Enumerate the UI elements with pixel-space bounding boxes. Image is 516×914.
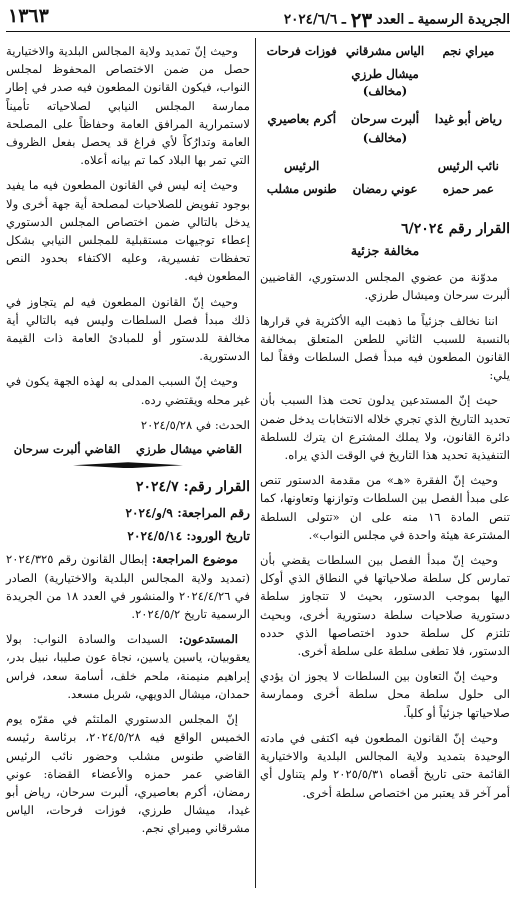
- arrival-label: تاريخ الورود:: [186, 529, 250, 544]
- issue-date: ٢٠٢٤/٦/٦: [283, 11, 338, 28]
- dissent-note-row: [260, 130, 510, 147]
- role-names-row: [260, 180, 510, 198]
- signer-name: القاضي ألبرت سرحان: [13, 442, 121, 457]
- dissent-note: (مخالف): [362, 131, 408, 146]
- paragraph: وحيث إنّ مبدأ الفصل بين السلطات يقضي بأن تمارس كل سلطة صلاحياتها في النطاق الذي أوكل اليها بموجب الدستور، بحيث لا تتجاوز سلطة دستورية صلاحيات سلطة دستورية أخرى، وبحيث تلتزم كل سلطة حدود اختصاصها الذي حدده الدستور، فلا تطغى سلطة على سلطة أخرى.: [260, 553, 510, 659]
- paragraph: وحيث إنه ليس في القانون المطعون فيه ما يفيد بوجود تفويض للصلاحيات لمصلحة أية جهة أخرى ولا يدخل بالتالي ضمن اختصاص المجلس الدستوري إعطاء توجيهات مستقبلية للمجلس النيابي بشكل تحفظات تفسيرية، وعليه الاكتفاء بحدود النص المطعون فيه.: [6, 178, 250, 284]
- left-column: [6, 42, 250, 845]
- signer-name: ميراي نجم: [442, 44, 495, 58]
- issue-number: ٢٣: [350, 8, 373, 32]
- paragraph: وحيث إنّ القانون المطعون فيه لم يتجاوز في ذلك مبدأ فصل السلطات وليس فيه بالتالي أية مخالفة للدستور أو للمبادئ العامة ذات القيمة الدستورية.: [6, 294, 250, 364]
- header-rule: [6, 31, 510, 32]
- subject-text: إبطال القانون رقم ٢٠٢٤/٣٢٥ (تمديد ولاية المجالس البلدية والاختيارية) الصادر في ٢٠٢٤/٤/٢٦ والمنشور في العدد ١٨ من الجريدة الرسمية تاريخ ٢٠٢٤/٥/٢.: [6, 552, 250, 622]
- applicants-text: السيدات والسادة النواب: بولا يعقوبيان، ياسين ياسين، نجاة عون صليبا، نبيل بدر، إبراهيم منيمنة، ملحم خلف، أسامة سعد، فراس حمدان، ميشال الدويهي، شربل مسعد.: [6, 632, 250, 701]
- applicants-paragraph: [6, 630, 250, 703]
- paragraph: وحيث إنّ التعاون بين السلطات لا يجوز ان يؤدي الى حلول سلطة محل سلطة أخرى وممارسة صلاحياتها جزئياً أو كلياً.: [260, 669, 510, 720]
- page-number: ١٣٦٣: [8, 5, 49, 27]
- paragraph: حيث إنّ المستدعين يدلون تحت هذا السبب بأن تحديد التاريخ الذي تجري خلاله الانتخابات يدخل ضمن دائرة القانون، ولا يملك المشترع ان يترك للسلطة التنفيذية تحديد هذا التاريخ في الوقت الذي يراه.: [260, 393, 510, 463]
- header-dash: ـ: [341, 11, 346, 28]
- decision2-title: القرار رقم: ٢٠٢٤/٧: [135, 479, 250, 496]
- signature-single: [260, 66, 510, 100]
- signature-row-2: [260, 110, 510, 128]
- reference-value: ٩/و/٢٠٢٤: [125, 506, 173, 521]
- dissent-note: (مخالف): [362, 84, 408, 99]
- signer-name: فوزات فرحات: [266, 44, 337, 58]
- arrival-line: [6, 527, 250, 546]
- signer-name: رياض أبو غيدا: [434, 112, 502, 127]
- signer-name: القاضي ميشال طرزي: [135, 442, 243, 457]
- paragraph: وحيث إنّ تمديد ولاية المجالس البلدية والاختيارية حصل من ضمن الاختصاص المحفوظ لمجلس النواب، فيكون القانون المطعون فيه صدر في إطار ممارسة المجلس النيابي لصلاحياته تأميناً لاستمرارية المرافق العامة وحفاظاً على المصلحة العامة وتدارُكاً لأي فراغ قد يحصل بفعل الظروف التي تمر بها البلاد كما تم بيانه أعلاه.: [6, 44, 250, 168]
- column-divider: [255, 38, 256, 888]
- signer-name: طنوس مشلب: [266, 181, 337, 196]
- signer-name: عوني رمضان: [352, 181, 418, 196]
- role-label: الرئيس: [284, 159, 320, 174]
- arrival-value: ٢٠٢٤/٥/١٤: [127, 529, 183, 544]
- decision-subtitle: مخالفة جزئية: [350, 243, 420, 259]
- signer-name: ميشال طرزي: [351, 67, 419, 82]
- reference-label: رقم المراجعة:: [177, 506, 250, 521]
- signer-name: عمر حمزه: [442, 181, 494, 196]
- section-separator: [73, 462, 183, 468]
- page-header: [6, 4, 510, 30]
- issue-info: [284, 8, 510, 32]
- signer-name: الياس مشرقاني: [345, 44, 425, 58]
- paragraph: وحيث إنّ الفقرة «هـ» من مقدمة الدستور تنص على مبدأ الفصل بين السلطات وتوازنها وتعاونها، كما تنص المادة ١٦ منه على ان «تتولى السلطة المشترعة هيئة واحدة في مجلس النواب».: [260, 473, 511, 542]
- right-column: [260, 42, 510, 809]
- paragraph: وحيث إنّ القانون المطعون فيه اكتفى في مادته الوحيدة بتمديد ولاية المجالس البلدية والاختيارية القائمة حتى تاريخ أقصاه ٢٠٢٥/٥/٣١ ولم يتناول أي أمر آخر قد يعتبر من اختصاص سلطة أخرى.: [260, 730, 510, 800]
- subject-paragraph: [6, 550, 250, 623]
- decision-title: القرار رقم ٦/٢٠٢٤: [401, 220, 510, 237]
- signer-name: ألبرت سرحان: [350, 112, 420, 127]
- paragraph: وحيث إنّ السبب المدلى به لهذه الجهة يكون في غير محله ويقتضي رده.: [6, 374, 250, 407]
- applicants-label: المستدعون:: [178, 632, 239, 647]
- paragraph: إنّ المجلس الدستوري الملتئم في مقرّه يوم الخميس الواقع فيه ٢٠٢٤/٥/٢٨، برئاسة رئيسه القاضي طنوس مشلب وحضور نائب الرئيس القاضي عمر حمزه والأعضاء القضاة: عوني رمضان، أكرم بعاصيري، ألبرت سرحان، رياض أبو غيدا، ميشال طرزي، فوزات فرحات، الياس مشرقاني وميراي نجم.: [6, 712, 250, 836]
- role-label: نائب الرئيس: [437, 159, 499, 174]
- reference-line: [6, 504, 250, 523]
- paragraph: اننا نخالف جزئياً ما ذهبت اليه الأكثرية في قرارها بالنسبة للسبب الثاني للطعن المتعلق بمخالفة القانون المطعون فيه مبدأ فصل السلطات وفقاً لما يلي:: [260, 313, 510, 383]
- signature-row-1: [260, 42, 510, 60]
- subject-label: موضوع المراجعة:: [151, 552, 238, 567]
- journal-name: الجريدة الرسمية ـ العدد: [376, 11, 510, 28]
- decision-date: الحدث: في ٢٠٢٤/٥/٢٨: [140, 417, 250, 432]
- paragraph: مدوّنة من عضوي المجلس الدستوري، القاضيين ألبرت سرحان وميشال طرزي.: [260, 270, 510, 303]
- signers-row: [6, 440, 250, 458]
- roles-row: [260, 157, 510, 175]
- signer-name: أكرم بعاصيري: [267, 112, 337, 127]
- role-label: [343, 157, 426, 175]
